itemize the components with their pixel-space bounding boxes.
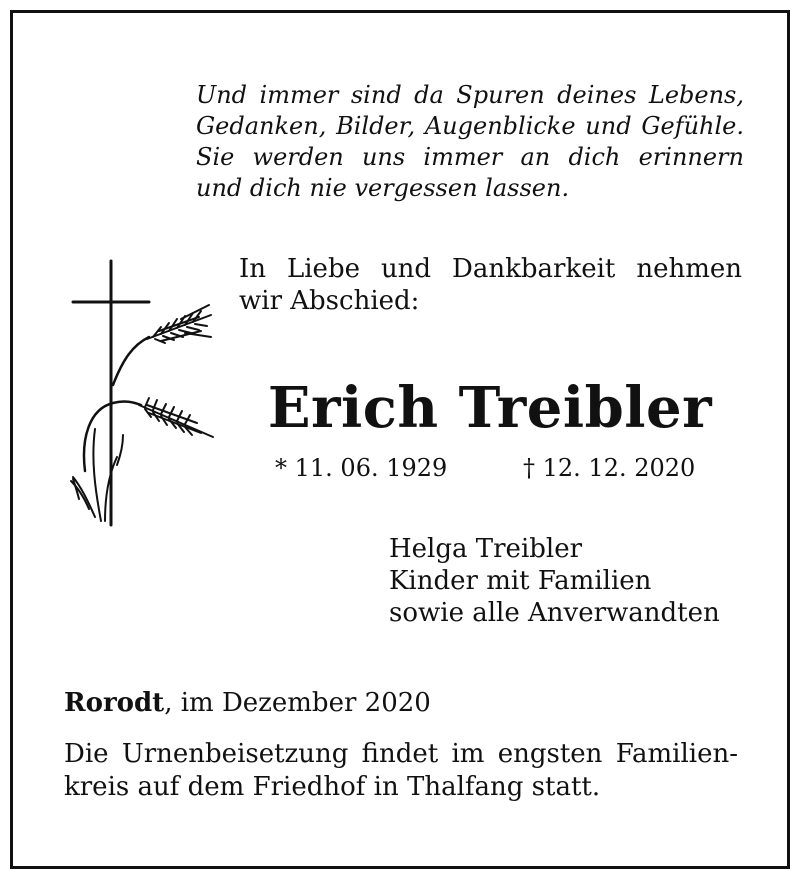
- mourner-line: sowie alle Anverwandten: [389, 598, 720, 628]
- burial-note: [64, 738, 738, 804]
- place-and-date: [64, 687, 431, 719]
- poem-line: Sie werden uns immer an dich erinnern: [196, 143, 744, 171]
- notice-date: , im Dezember 2020: [164, 688, 431, 718]
- note-line: Die Urnenbeisetzung findet im engsten Familien-: [64, 739, 738, 769]
- poem-line: Und immer sind da Spuren deines Lebens,: [196, 81, 744, 109]
- note-line: kreis auf dem Friedhof in Thalfang statt.: [64, 772, 601, 802]
- town-name: Rorodt: [64, 688, 165, 718]
- obituary-notice: [10, 10, 790, 869]
- death-date: † 12. 12. 2020: [523, 454, 696, 482]
- deceased-name: Erich Treibler: [267, 375, 713, 441]
- mourner-line: Helga Treibler: [389, 534, 583, 564]
- mourners-list: [389, 533, 720, 629]
- farewell-text: [239, 253, 742, 317]
- birth-date: * 11. 06. 1929: [275, 454, 448, 482]
- farewell-line: In Liebe und Dankbarkeit nehmen: [239, 254, 742, 284]
- poem-line: Gedanken, Bilder, Augenblicke und Gefühle.: [196, 112, 744, 140]
- farewell-line: wir Abschied:: [239, 286, 420, 316]
- poem-line: und dich nie vergessen lassen.: [196, 174, 570, 202]
- mourner-line: Kinder mit Familien: [389, 566, 652, 596]
- memorial-poem: [196, 80, 744, 204]
